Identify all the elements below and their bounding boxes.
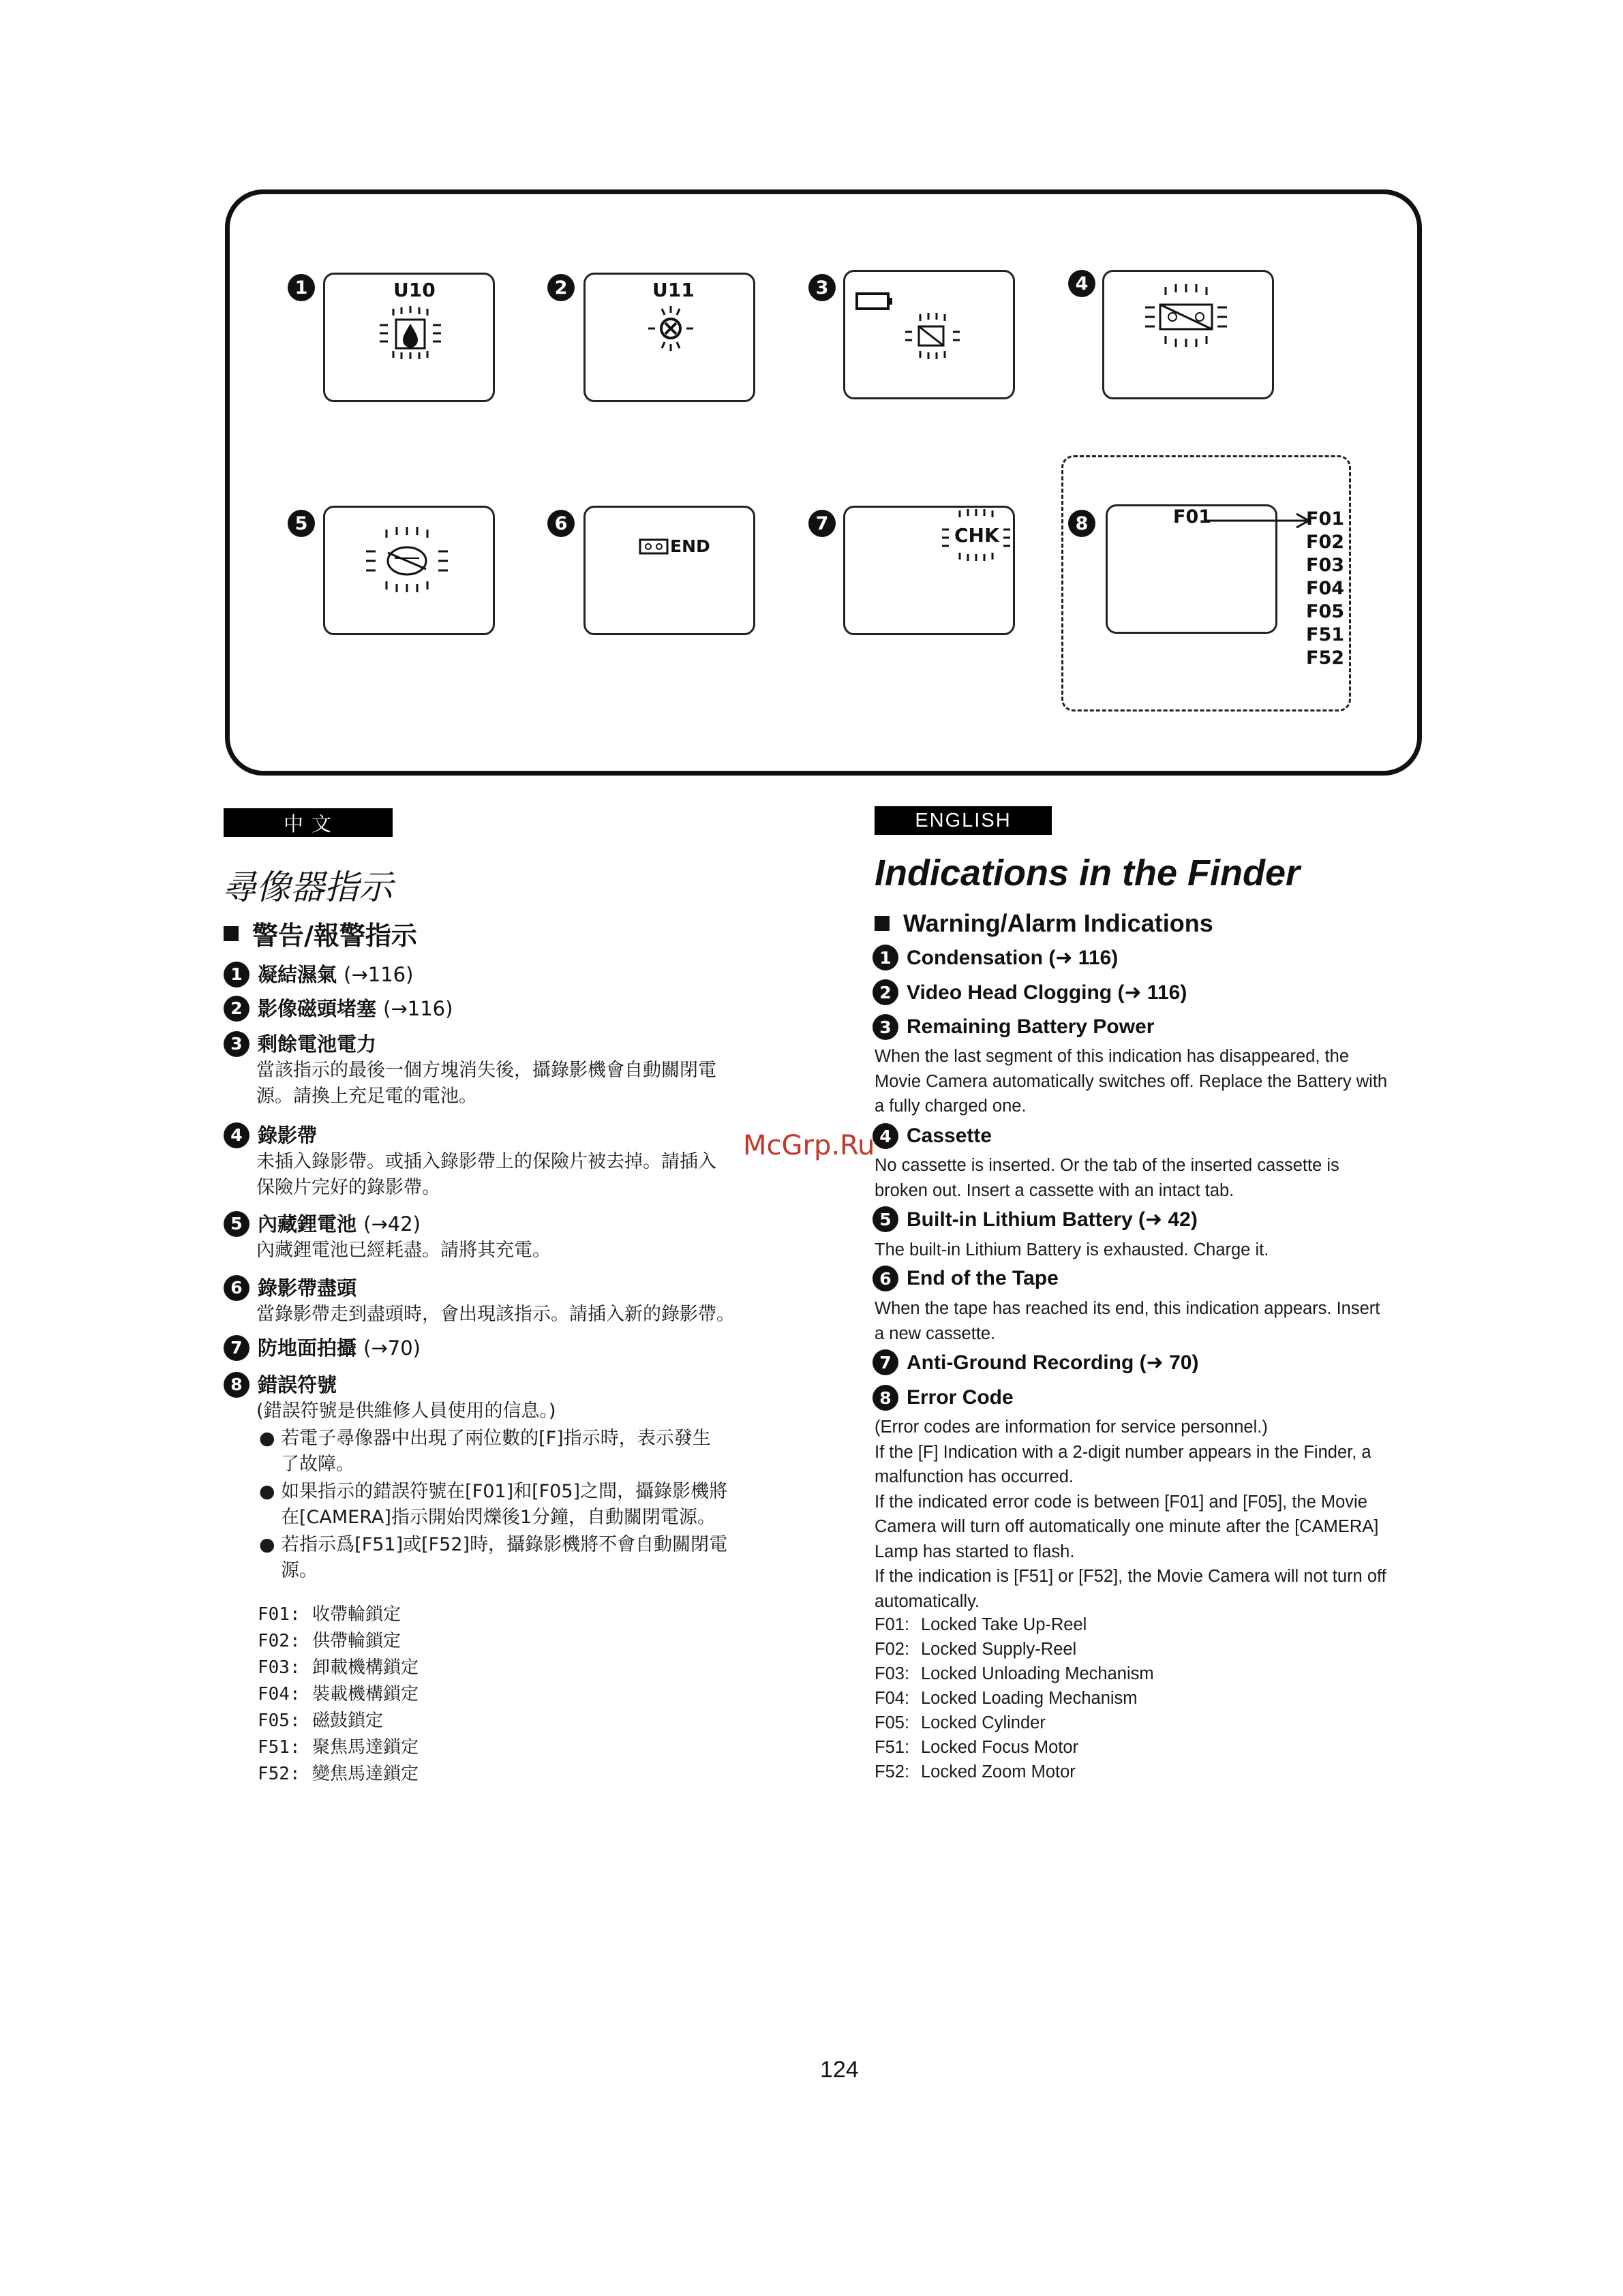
list-item: F04: 裝載機構鎖定 [258, 1684, 419, 1704]
english-error-code-list [875, 1612, 1154, 1784]
finder-screen-2 [583, 273, 755, 402]
finder-screen-3 [843, 270, 1015, 399]
list-item: F01: Locked Take Up-Reel [875, 1615, 1087, 1634]
chinese-bullet-3: ● 若指示爲[F51]或[F52]時，攝錄影機將不會自動關閉電 源。 [259, 1534, 728, 1581]
chinese-item-8: 8 錯誤符號 [224, 1371, 337, 1398]
battery-low-icon [855, 290, 896, 314]
figure-number-4: 4 [1068, 270, 1095, 297]
chinese-item-6-text: 當錄影帶走到盡頭時，會出現該指示。請插入新的錄影帶。 [256, 1304, 735, 1325]
chinese-bullet-2: ● 如果指示的錯誤符號在[F01]和[F05]之間，攝錄影機將 在[CAMERA]指示開始閃爍後1分鐘，自動關閉電源。 [259, 1481, 728, 1528]
list-item: F52: Locked Zoom Motor [875, 1762, 1076, 1781]
english-item-3: 3 Remaining Battery Power [873, 1014, 1154, 1040]
chinese-item-4: 4 錄影帶 [224, 1122, 317, 1149]
error-code: F01 [1306, 508, 1345, 530]
english-item-1: 1 Condensation (➜ 116) [873, 945, 1118, 970]
cassette-icon [1138, 281, 1241, 354]
tape-end-icon [639, 538, 669, 555]
list-item: F52: 變焦馬達鎖定 [258, 1764, 419, 1784]
condensation-drop-icon [373, 305, 448, 361]
error-arrow-icon [1204, 508, 1311, 533]
finder-screen-4 [1102, 270, 1274, 399]
list-item: F03: Locked Unloading Mechanism [875, 1664, 1154, 1683]
english-item-8: 8 Error Code [873, 1385, 1014, 1411]
screen-text-end: END [670, 536, 710, 556]
figure-number-8: 8 [1068, 510, 1095, 537]
screen-text-chk: CHK [954, 524, 999, 547]
english-item-4: 4 Cassette [873, 1123, 992, 1149]
chinese-item-5-text: 內藏鋰電池已經耗盡。請將其充電。 [256, 1240, 551, 1261]
chinese-language-tab: 中 文 [224, 808, 393, 837]
chinese-item-4-text: 未插入錄影帶。或插入錄影帶上的保險片被去掉。請插入 保險片完好的錄影帶。 [256, 1151, 716, 1198]
english-item-8-text: (Error codes are information for service personnel.) If the [F] Indication with a 2-digit number appears in the Finder, a malfunction has occurred. If the indicated error code is between [F01] and [F05], the Movie Camera will turn off automatically one minute after the [CAMERA] Lamp has started to flash. If the indication is [F51] or [F52], the Movie Camera will not turn off automatically. [875, 1418, 1386, 1611]
list-item: F03: 卸載機構鎖定 [258, 1657, 419, 1678]
list-item: F04: Locked Loading Mechanism [875, 1689, 1138, 1708]
english-item-5-text: The built-in Lithium Battery is exhausted. Charge it. [875, 1240, 1269, 1259]
lithium-battery-icon [359, 524, 461, 599]
screen-text-f01: F01 [1173, 506, 1212, 527]
finder-screen-5 [323, 506, 495, 635]
figure-number-1: 1 [288, 274, 315, 301]
finder-screen-1 [323, 273, 495, 402]
error-code: F05 [1306, 601, 1345, 622]
figure-number-5: 5 [288, 510, 315, 537]
chinese-item-8-text: (錯誤符號是供維修人員使用的信息。) [256, 1400, 556, 1422]
square-bullet-icon [875, 916, 890, 931]
head-clog-icon [647, 305, 695, 352]
error-code: F51 [1306, 624, 1345, 645]
english-item-6-text: When the tape has reached its end, this indication appears. Insert a new cassette. [875, 1299, 1380, 1343]
error-code: F52 [1306, 647, 1345, 669]
list-item: F05: 磁鼓鎖定 [258, 1711, 384, 1731]
english-item-6: 6 End of the Tape [873, 1266, 1059, 1291]
watermark: McGrp.Ru [743, 1130, 875, 1161]
english-page-title: Indications in the Finder [875, 853, 1301, 893]
chinese-item-2: 2 影像磁頭堵塞 (→116) [224, 995, 453, 1022]
english-section-heading: Warning/Alarm Indications [875, 909, 1213, 938]
error-code: F02 [1306, 532, 1345, 553]
chinese-item-3: 3 剩餘電池電力 [224, 1030, 376, 1058]
chinese-item-7: 7 防地面拍攝 (→70) [224, 1334, 421, 1362]
chinese-section-heading: 警告/報警指示 [224, 915, 417, 952]
english-item-3-text: When the last segment of this indication has disappeared, the Movie Camera automatically switches off. Replace the Battery with a fully charged one. [875, 1047, 1388, 1116]
figure-number-7: 7 [808, 510, 836, 537]
screen-text-u11: U11 [652, 279, 695, 301]
error-code-list [1306, 508, 1344, 670]
chinese-item-3-text: 當該指示的最後一個方塊消失後，攝錄影機會自動關閉電 源。請換上充足電的電池。 [256, 1060, 716, 1107]
finder-screen-7 [843, 506, 1015, 635]
screen-text-u10: U10 [393, 279, 436, 301]
lithium-clock-icon [900, 311, 968, 361]
square-bullet-icon [224, 926, 239, 941]
chinese-error-code-list [258, 1602, 419, 1788]
list-item: F02: 供帶輪鎖定 [258, 1631, 401, 1651]
figure-number-6: 6 [547, 510, 575, 537]
chinese-page-title: 尋像器指示 [222, 868, 393, 907]
figure-number-3: 3 [808, 274, 836, 301]
list-item: F05: Locked Cylinder [875, 1713, 1046, 1732]
list-item: F02: Locked Supply-Reel [875, 1640, 1077, 1659]
chinese-bullet-1: ● 若電子尋像器中出現了兩位數的[F]指示時，表示發生 了故障。 [259, 1428, 711, 1475]
error-code: F03 [1306, 555, 1345, 576]
english-language-tab: ENGLISH [875, 806, 1052, 835]
list-item: F51: Locked Focus Motor [875, 1738, 1079, 1757]
error-code: F04 [1306, 578, 1345, 599]
figure-number-2: 2 [547, 274, 575, 301]
english-item-4-text: No cassette is inserted. Or the tab of the inserted cassette is broken out. Insert a cassette with an intact tab. [875, 1156, 1339, 1200]
list-item: F01: 收帶輪鎖定 [258, 1604, 401, 1625]
chinese-item-6: 6 錄影帶盡頭 [224, 1274, 357, 1302]
english-item-5: 5 Built-in Lithium Battery (➜ 42) [873, 1206, 1198, 1232]
english-item-2: 2 Video Head Clogging (➜ 116) [873, 979, 1187, 1005]
list-item: F51: 聚焦馬達鎖定 [258, 1737, 419, 1758]
chinese-item-5: 5 內藏鋰電池 (→42) [224, 1210, 421, 1238]
chinese-item-1: 1 凝結濕氣 (→116) [224, 961, 413, 988]
finder-screen-6 [583, 506, 755, 635]
page-number: 124 [820, 2057, 859, 2083]
english-item-7: 7 Anti-Ground Recording (➜ 70) [873, 1349, 1198, 1375]
